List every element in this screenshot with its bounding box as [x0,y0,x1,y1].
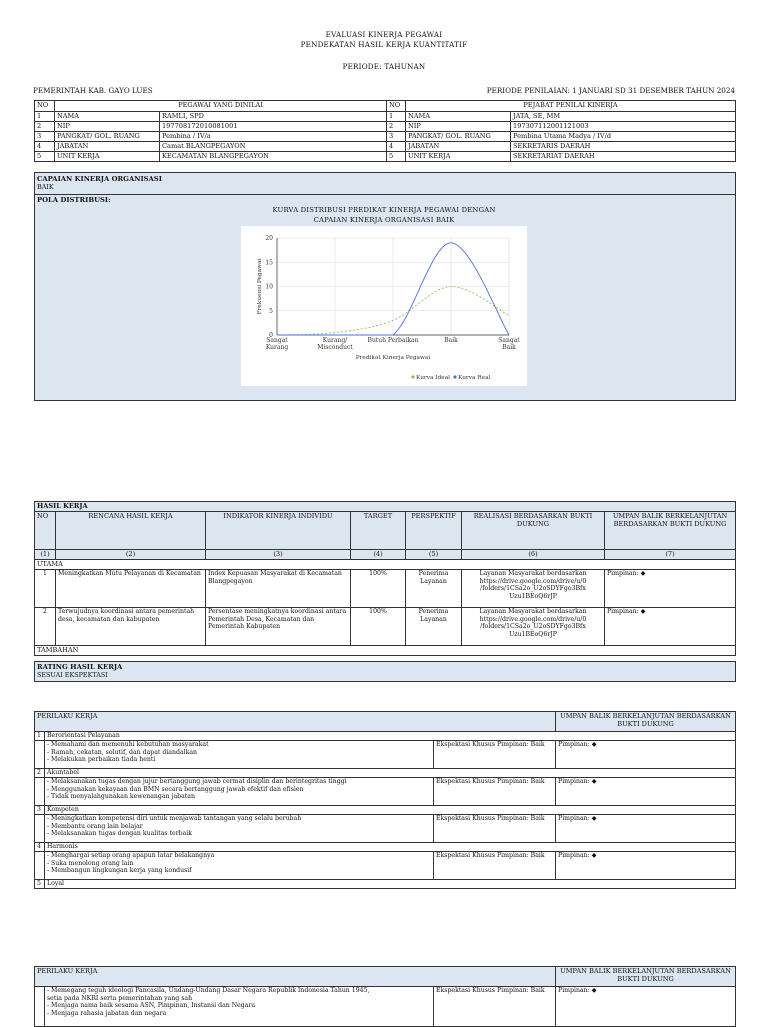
instansi-label: PEMERINTAH KAB. GAYO LUES [33,86,153,95]
row-label: UNIT KERJA [406,152,511,162]
cell-realisasi: Layanan Masyarakat berdasarkan https://drive.google.com/drive/u/0 /folders/1CSa2o_U2oSDYFgo3Bfx Uzu1BEoQ6rJP [462,608,605,646]
behavior-line: - Membangun lingkungan kerja yang kondusif [47,867,192,874]
perilaku-item-header [35,732,736,741]
doc-subtitle: PENDEKATAN HASIL KERJA KUANTITATIF [300,40,468,49]
behavior-line: - Ramah, cekatan, solutif, dan dapat diandalkan [47,748,198,756]
table-row [35,608,736,646]
row-value: Pembina / IV/a [160,132,387,142]
chart-title-line2: CAPAIAN KINERJA ORGANISASI BAIK [313,216,455,224]
x-tick-label: Baik [502,344,516,351]
row-value: SEKRETARIAT DAERAH [511,152,736,162]
col-rencana: RENCANA HASIL KERJA [56,512,206,550]
x-tick-label: Baik [444,337,458,344]
info-row [35,132,736,142]
legend-label: Kurva Ideal [416,375,451,381]
cell-rencana: Terwujudnya koordinasi antara pemerintah desa, kecamatan dan kabupaten [56,608,206,646]
row-label: JABATAN [55,142,160,152]
cell-blank [35,778,45,806]
item-no: 5 [35,880,45,889]
behavior-line: - Menjaga rahasia jabatan dan negara [47,1009,167,1017]
table-row [35,570,736,608]
x-tick-label: Sangat [266,337,288,344]
row-label: NAMA [55,112,160,122]
num-6: (6) [462,550,605,560]
cell-no: 2 [35,608,56,646]
cell-ekspektasi: Ekspektasi Khusus Pimpinan: Baik [434,778,556,806]
cell-realisasi: Layanan Masyarakat berdasarkan https://drive.google.com/drive/u/0 /folders/1CSa2o_U2oSDYFgo3Bfx Uzu1BEoQ6rJP [462,570,605,608]
behavior-line: - Memegang teguh ideologi Pancasila, Undang-Undang Dasar Negara Republik Indonesia Tahun 1945, [47,987,370,994]
cell-lines [45,741,434,769]
behavior-line: - Melaksanakan tugas dengan kualitas terbaik [47,830,193,837]
capaian-section [34,172,736,195]
y-tick-label: 0 [269,332,273,339]
col-target: TARGET [351,512,406,550]
table-row [35,815,736,843]
item-no: 2 [35,769,45,778]
x-tick-label: Butuh Perbaikan [367,337,419,344]
row-value: SEKRETARIS DAERAH [511,142,736,152]
info-row [35,122,736,132]
rating-label: RATING HASIL KERJA [37,663,123,671]
behavior-line: - Meningkatkan kompetensi diri untuk menjawab tantangan yang selalu berubah [47,815,302,822]
col-umpan: UMPAN BALIK BERKELANJUTAN BERDASARKAN BUKTI DUKUNG [605,512,736,550]
doc-title: EVALUASI KINERJA PEGAWAI [325,30,443,39]
cell-umpan: Pimpinan: ◆ [556,987,736,1027]
info-row [35,112,736,122]
cell-ekspektasi: Ekspektasi Khusus Pimpinan: Baik [434,815,556,843]
col-realisasi: REALISASI BERDASARKAN BUKTI DUKUNG [462,512,605,550]
row-label: NIP [55,122,160,132]
info-table [34,100,736,162]
col-no-2: NO [387,101,406,112]
col-perspektif: PERSPEKTIF [406,512,462,550]
row-no: 4 [387,142,406,152]
item-no: 4 [35,843,45,852]
x-tick-label: Misconduct [317,344,353,351]
perilaku2-umpan-head: UMPAN BALIK BERKELANJUTAN BERDASARKAN BUKTI DUKUNG [556,967,736,987]
hasil-kerja-table [34,501,736,656]
cell-ekspektasi: Ekspektasi Khusus Pimpinan: Baik [434,741,556,769]
row-no: 3 [387,132,406,142]
cell-blank [35,815,45,843]
info-row [35,142,736,152]
table-row [35,741,736,769]
num-1: (1) [35,550,56,560]
row-no: 2 [387,122,406,132]
pola-label: POLA DISTRIBUSI: [37,196,111,204]
x-tick-label: Kurang/ [322,337,348,344]
row-label: NIP [406,122,511,132]
chart-title-line1: KURVA DISTRIBUSI PREDIKAT KINERJA PEGAWAI DENGAN [272,206,496,214]
y-axis-label: Frekuensi Pegawai [257,258,263,315]
item-name: Kompeten [45,806,736,815]
row-value: 197708172010081001 [160,122,387,132]
table-row [35,778,736,806]
rating-section [34,661,736,682]
cell-lines [45,778,434,806]
num-2: (2) [56,550,206,560]
behavior-line: - Melaksanakan tugas dengan jujur bertanggung jawab cermat disiplin dan berintegritas tinggi [47,778,347,785]
perilaku-item-header [35,769,736,778]
periode-penilaian: PERIODE PENILAIAN: 1 JANUARI SD 31 DESEMBER TAHUN 2024 [486,86,735,95]
num-4: (4) [351,550,406,560]
col-no: NO [35,512,56,550]
x-axis-label: Predikat Kinerja Pegawai [355,355,431,361]
cell-umpan: Pimpinan: ◆ [605,608,736,646]
row-value: 197307112001121003 [511,122,736,132]
row-value: JATA, SE, MM [511,112,736,122]
cell-target: 100% [351,608,406,646]
row-label: PANGKAT/ GOL. RUANG [55,132,160,142]
cell-ekspektasi: Ekspektasi Khusus Pimpinan: Baik [434,987,556,1027]
penilai-head: PEJABAT PENILAI KINERJA [406,101,736,112]
col-no: NO [35,101,55,112]
info-row [35,152,736,162]
capaian-value: BAIK [37,183,54,191]
row-no: 3 [35,132,55,142]
y-tick-label: 5 [269,307,273,315]
behavior-line: - Menggunakan kekayaan dan BMN secara bertanggung jawab efektif dan efisien [47,785,304,793]
cell-no: 1 [35,570,56,608]
cell-umpan: Pimpinan: ◆ [556,741,736,769]
item-no: 3 [35,806,45,815]
perilaku-item-header [35,843,736,852]
col-indikator: INDIKATOR KINERJA INDIVIDU [206,512,351,550]
row-no: 2 [35,122,55,132]
cell-target: 100% [351,570,406,608]
cell-lines [45,852,434,880]
pegawai-head: PEGAWAI YANG DINILAI [55,101,387,112]
item-no: 1 [35,732,45,741]
cell-umpan: Pimpinan: ◆ [605,570,736,608]
x-tick-label: Kurang [265,344,289,351]
row-label: PANGKAT/ GOL. RUANG [406,132,511,142]
row-value: Pembina Utama Madya / IV/d [511,132,736,142]
num-3: (3) [206,550,351,560]
row-value: KECAMATAN BLANGPEGAYON [160,152,387,162]
row-label: NAMA [406,112,511,122]
cell-indikator: Index Kepuasan Masyarakat di Kecamatan Blangpegayon [206,570,351,608]
legend-marker [453,375,456,378]
row-no: 4 [35,142,55,152]
perilaku-umpan-head: UMPAN BALIK BERKELANJUTAN BERDASARKAN BUKTI DUKUNG [556,712,736,732]
cell-perspektif: Penerima Layanan [406,608,462,646]
row-label: JABATAN [406,142,511,152]
legend-marker [411,375,414,378]
behavior-line: setia pada NKRI serta pemerintahan yang sah [47,994,193,1002]
cell-lines [45,815,434,843]
capaian-label: CAPAIAN KINERJA ORGANISASI [37,175,162,183]
legend-label: Kurva Real [458,375,491,381]
behavior-line: - Menghargai setiap orang apapun latar belakangnya [47,852,215,859]
chart-svg [241,226,527,386]
y-tick-label: 20 [265,235,273,242]
x-tick-label: Sangat [498,337,520,344]
utama-label: UTAMA [35,560,736,570]
behavior-line: - Memahami dan memenuhi kebutuhan masyarakat [47,741,209,748]
row-value: Camat BLANGPEGAYON [160,142,387,152]
perilaku-item-header [35,806,736,815]
cell-blank [35,987,45,1027]
item-name: Berorientasi Pelayanan [45,732,736,741]
distribution-chart [241,226,527,386]
cell-perspektif: Penerima Layanan [406,570,462,608]
y-tick-label: 10 [265,283,273,291]
table-row [35,852,736,880]
row-value: RAMLI, SPD [160,112,387,122]
num-5: (5) [406,550,462,560]
rating-value: SESUAI EKSPEKTASI [37,671,108,679]
hasil-kerja-label: HASIL KERJA [35,502,736,512]
row-no: 5 [387,152,406,162]
item-name: Loyal [45,880,736,889]
cell-rencana: Meningkatkan Mutu Pelayanan di Kecamatan [56,570,206,608]
doc-periode: PERIODE: TAHUNAN [342,62,426,71]
cell-lines [45,987,434,1027]
row-label: UNIT KERJA [55,152,160,162]
table-row [35,987,736,1027]
perilaku-item-header [35,880,736,889]
perilaku-table-2 [34,966,736,1027]
cell-ekspektasi: Ekspektasi Khusus Pimpinan: Baik [434,852,556,880]
row-no: 1 [387,112,406,122]
cell-blank [35,741,45,769]
perilaku2-label: PERILAKU KERJA [35,967,556,987]
item-name: Akuntabel [45,769,736,778]
item-name: Harmonis [45,843,736,852]
behavior-line: - Membantu orang lain belajar [47,822,143,830]
num-7: (7) [605,550,736,560]
cell-umpan: Pimpinan: ◆ [556,778,736,806]
behavior-line: - Melakukan perbaikan tiada henti [47,756,156,763]
behavior-line: - Suka menolong orang lain [47,859,134,867]
behavior-line: - Menjaga nama baik sesama ASN, Pimpinan, Instansi dan Negara [47,1002,256,1009]
perilaku-label: PERILAKU KERJA [35,712,556,732]
cell-indikator: Persentase meningkatnya koordinasi antara Pemerintah Desa, Kecamatan dan Pemerintah Kabupaten [206,608,351,646]
tambahan-label: TAMBAHAN [35,646,736,656]
perilaku-table [34,711,736,889]
row-no: 5 [35,152,55,162]
row-no: 1 [35,112,55,122]
y-tick-label: 15 [265,259,273,267]
behavior-line: - Tidak menyalahgunakan kewenangan jabatan [47,793,195,800]
cell-blank [35,852,45,880]
cell-umpan: Pimpinan: ◆ [556,815,736,843]
cell-umpan: Pimpinan: ◆ [556,852,736,880]
